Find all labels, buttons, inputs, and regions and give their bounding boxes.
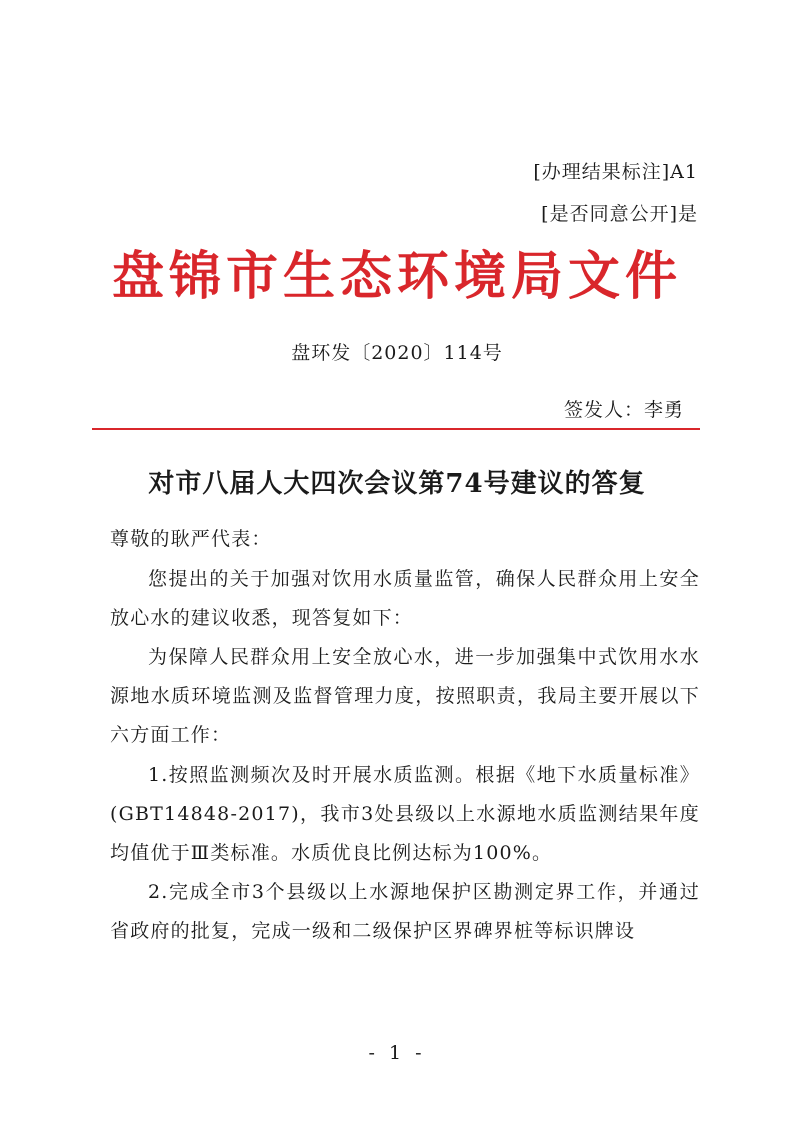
result-note: [办理结果标注]A1 <box>533 161 698 183</box>
document-title: 对市八届人大四次会议第74号建议的答复 <box>148 469 646 499</box>
paragraph-1 <box>110 560 700 638</box>
salutation-text: 尊敬的耿严代表： <box>110 528 272 550</box>
paragraph-text: 您提出的关于加强对饮用水质量监管，确保人民群众用上安全放心水的建议收悉，现答复如下： <box>110 568 700 629</box>
public-note: [是否同意公开]是 <box>541 203 698 225</box>
signer: 签发人：李勇 <box>563 399 684 421</box>
paragraph-4 <box>110 873 700 951</box>
red-divider-line <box>92 428 700 430</box>
agency-title: 盘锦市生态环境局文件 <box>111 246 682 307</box>
paragraph-text: 2.完成全市3个县级以上水源地保护区勘测定界工作，并通过省政府的批复，完成一级和二级保护区界碑界桩等标识牌设 <box>110 881 700 942</box>
document-number: 盘环发〔2020〕114号 <box>291 342 503 364</box>
salutation <box>110 520 700 559</box>
paragraph-3 <box>110 756 700 873</box>
paragraph-2 <box>110 638 700 755</box>
paragraph-text: 1.按照监测频次及时开展水质监测。根据《地下水质量标准》(GBT14848-2017)，我市3处县级以上水源地水质监测结果年度均值优于Ⅲ类标准。水质优良比例达标为100%。 <box>110 764 700 864</box>
paragraph-text: 为保障人民群众用上安全放心水，进一步加强集中式饮用水水源地水质环境监测及监督管理力度，按照职责，我局主要开展以下六方面工作： <box>110 646 700 746</box>
page-number: - 1 - <box>368 1042 426 1064</box>
